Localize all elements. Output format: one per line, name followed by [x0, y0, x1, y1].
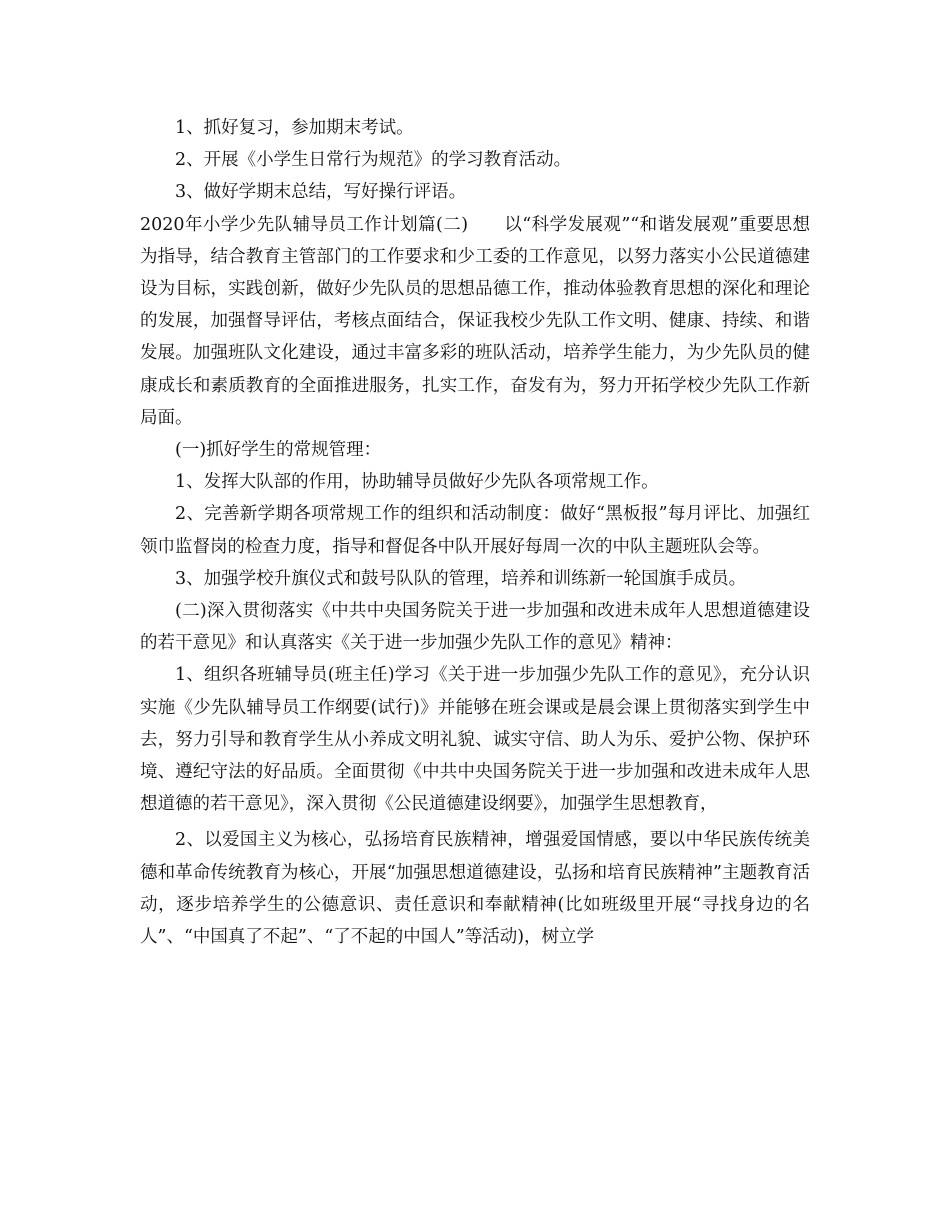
section-heading-implement-opinions: (二)深入贯彻落实《中共中央国务院关于进一步加强和改进未成年人思想道德建设的若干意见》和认真落实《关于进一步加强少先队工作的意见》精神：	[140, 601, 810, 654]
paragraph-routine-system: 2、完善新学期各项常规工作的组织和活动制度：做好“黑板报”每月评比、加强红领巾监督岗的检查力度，指导和督促各中队开展好每周一次的中队主题班队会等。	[140, 504, 810, 557]
document-body	[140, 112, 810, 953]
paragraph-review-exam: 1、抓好复习，参加期末考试。	[175, 118, 414, 138]
paragraph-flag-ceremony: 3、加强学校升旗仪式和鼓号队队的管理，培养和训练新一轮国旗手成员。	[175, 568, 747, 589]
section-heading-routine-management: (一)抓好学生的常规管理：	[175, 440, 382, 461]
paragraph-patriotism: 2、以爱国主义为核心，弘扬培育民族精神，增强爱国情感，要以中华民族传统美德和革命传统教育为核心，开展“加强思想道德建设，弘扬和培育民族精神”主题教育活动，逐步培养学生的公德意识、责任意识和奉献精神(比如班级里开展“寻找身边的名人”、“中国真了不起”、“了不起的中国人”等活动)，树立学	[140, 830, 810, 948]
paragraph-plan-part-two: 2020年小学少先队辅导员工作计划篇(二) 以“科学发展观”“和谐发展观”重要思想为指导，结合教育主管部门的工作要求和少工委的工作意见，以努力落实小公民道德建设为目标，实践创新，做好少先队员的思想品德工作，推动体验教育思想的深化和理论的发展，加强督导评估，考核点面结合，保证我校少先队工作文明、健康、持续、和谐发展。加强班队文化建设，通过丰富多彩的班队活动，培养学生能力，为少先队员的健康成长和素质教育的全面推进服务，扎实工作，奋发有为，努力开拓学校少先队工作新局面。	[140, 214, 810, 428]
paragraph-behavior-norms: 2、开展《小学生日常行为规范》的学习教育活动。	[175, 150, 572, 171]
paragraph-brigade-role: 1、发挥大队部的作用，协助辅导员做好少先队各项常规工作。	[175, 472, 659, 493]
paragraph-term-summary: 3、做好学期末总结，写好操行评语。	[175, 182, 467, 203]
paragraph-counselor-study: 1、组织各班辅导员(班主任)学习《关于进一步加强少先队工作的意见》，充分认识实施《少先队辅导员工作纲要(试行)》并能够在班会课或是晨会课上贯彻落实到学生中去，努力引导和教育学生从小养成文明礼貌、诚实守信、助人为乐、爱护公物、保护环境、遵纪守法的好品质。全面贯彻《中共中央国务院关于进一步加强和改进未成年人思想道德的若干意见》，深入贯彻《公民道德建设纲要》，加强学生思想教育，	[140, 665, 810, 815]
